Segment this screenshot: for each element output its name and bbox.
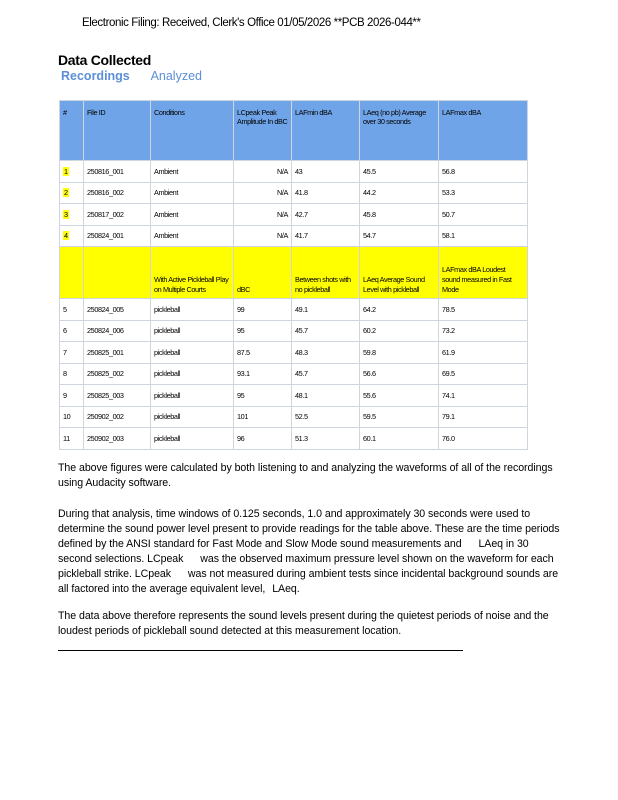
lcpeak-term: LCpeak (147, 553, 184, 565)
cell-num: 11 (60, 428, 84, 450)
cell-laeq: 60.1 (360, 428, 439, 450)
cell-file-id: 250824_001 (84, 225, 151, 247)
cell-laeq: 45.5 (360, 161, 439, 183)
cell-conditions: pickleball (151, 342, 234, 364)
paragraph-conclusion: The data above therefore represents the sound levels present during the quietest periods of noise and the loudest periods of pickleball sound detected at this measurement location. (58, 610, 549, 637)
subheader-laeq: LAeq Average Sound Level with pickleball (360, 247, 439, 299)
cell-lcpeak: 93.1 (234, 363, 292, 385)
laeq-term: LAeq (478, 538, 504, 550)
table-row (60, 225, 528, 247)
cell-laeq: 54.7 (360, 225, 439, 247)
cell-lcpeak: N/A (234, 161, 292, 183)
cell-laeq: 44.2 (360, 182, 439, 204)
cell-lafmin: 52.5 (292, 406, 360, 428)
column-header: LAeq (no pb) Average over 30 seconds (360, 101, 439, 161)
table-row (60, 161, 528, 183)
analysis-text: in 30 second selections. (58, 538, 529, 565)
table-row (60, 204, 528, 226)
subheader-lafmin: Between shots with no pickleball (292, 247, 360, 299)
cell-lcpeak: 95 (234, 320, 292, 342)
cell-file-id: 250825_001 (84, 342, 151, 364)
column-header: # (60, 101, 84, 161)
cell-lafmin: 41.8 (292, 182, 360, 204)
cell-lafmax: 79.1 (439, 406, 528, 428)
tab-recordings[interactable]: Recordings (61, 69, 130, 83)
table-row (60, 363, 528, 385)
table-row (60, 182, 528, 204)
divider-line (58, 650, 463, 651)
view-tabs (61, 69, 220, 83)
cell-laeq: 59.8 (360, 342, 439, 364)
cell-lafmax: 50.7 (439, 204, 528, 226)
cell-num (60, 161, 84, 183)
analysis-text: During that analysis, time windows of 0.125 seconds, 1.0 and approximately 30 seconds were used to determine the sound power level present to provide readings for the table above. These are the time periods defined by the ANSI standard for Fast Mode and Slow Mode sound measurements and (58, 508, 560, 550)
cell-lcpeak: 87.5 (234, 342, 292, 364)
cell-lafmin: 45.7 (292, 363, 360, 385)
analysis-text: was not measured during ambient tests since incidental background sounds are all factored into the average equivalent level, (58, 568, 559, 595)
column-header: LAFmax dBA (439, 101, 528, 161)
subheader-conditions: With Active Pickleball Play on Multiple Courts (151, 247, 234, 299)
cell-num: 10 (60, 406, 84, 428)
cell-num (60, 182, 84, 204)
cell-num: 8 (60, 363, 84, 385)
cell-conditions: pickleball (151, 320, 234, 342)
cell-lafmax: 74.1 (439, 385, 528, 407)
cell-conditions: Ambient (151, 161, 234, 183)
cell-num (60, 225, 84, 247)
cell-lcpeak: 96 (234, 428, 292, 450)
cell-laeq: 55.6 (360, 385, 439, 407)
column-header: LAFmin dBA (292, 101, 360, 161)
table-row (60, 342, 528, 364)
cell-lafmin: 49.1 (292, 299, 360, 321)
cell-lafmin: 48.1 (292, 385, 360, 407)
cell-file-id: 250825_002 (84, 363, 151, 385)
column-header: Conditions (151, 101, 234, 161)
cell-laeq: 59.5 (360, 406, 439, 428)
cell-lafmax: 73.2 (439, 320, 528, 342)
row-number: 2 (64, 188, 68, 198)
paragraph-analysis (58, 507, 563, 597)
tab-analyzed[interactable]: Analyzed (150, 69, 202, 83)
row-number: 4 (64, 231, 68, 241)
cell-lafmax: 56.8 (439, 161, 528, 183)
subheader-lcpeak: dBC (234, 247, 292, 299)
cell-conditions: pickleball (151, 428, 234, 450)
cell-lafmax: 78.5 (439, 299, 528, 321)
cell-conditions: Ambient (151, 182, 234, 204)
cell-lcpeak: 101 (234, 406, 292, 428)
subheader-empty (84, 247, 151, 299)
cell-num: 7 (60, 342, 84, 364)
cell-file-id: 250824_005 (84, 299, 151, 321)
cell-lafmax: 76.0 (439, 428, 528, 450)
cell-file-id: 250816_001 (84, 161, 151, 183)
cell-file-id: 250816_002 (84, 182, 151, 204)
table-header-row (60, 101, 528, 161)
cell-file-id: 250902_002 (84, 406, 151, 428)
cell-lcpeak: N/A (234, 182, 292, 204)
cell-file-id: 250824_006 (84, 320, 151, 342)
table-row (60, 385, 528, 407)
cell-conditions: pickleball (151, 299, 234, 321)
cell-lafmin: 43 (292, 161, 360, 183)
cell-lcpeak: N/A (234, 225, 292, 247)
data-table (59, 100, 528, 450)
cell-laeq: 45.8 (360, 204, 439, 226)
cell-lcpeak: N/A (234, 204, 292, 226)
row-number: 1 (64, 166, 68, 176)
cell-conditions: Ambient (151, 225, 234, 247)
cell-lafmin: 42.7 (292, 204, 360, 226)
table-row (60, 406, 528, 428)
lcpeak-term: LCpeak (134, 568, 171, 580)
cell-laeq: 60.2 (360, 320, 439, 342)
table-row (60, 299, 528, 321)
filing-stamp: Electronic Filing: Received, Clerk's Office 01/05/2026 **PCB 2026-044** (82, 17, 421, 29)
cell-num (60, 204, 84, 226)
cell-conditions: Ambient (151, 204, 234, 226)
analysis-text: was the observed maximum pressure level shown on the waveform for each pickleball strike. (58, 553, 554, 580)
cell-num: 9 (60, 385, 84, 407)
row-number: 3 (64, 209, 68, 219)
table-row (60, 428, 528, 450)
cell-lcpeak: 95 (234, 385, 292, 407)
cell-conditions: pickleball (151, 406, 234, 428)
cell-laeq: 56.6 (360, 363, 439, 385)
column-header: File ID (84, 101, 151, 161)
cell-num: 6 (60, 320, 84, 342)
section-title: Data Collected (58, 52, 152, 68)
cell-lafmax: 69.5 (439, 363, 528, 385)
cell-conditions: pickleball (151, 363, 234, 385)
subheader-empty (60, 247, 84, 299)
paragraph-method: The above figures were calculated by both listening to and analyzing the waveforms of all of the recordings using Audacity software. (58, 462, 553, 489)
cell-lafmax: 61.9 (439, 342, 528, 364)
cell-lafmin: 41.7 (292, 225, 360, 247)
cell-conditions: pickleball (151, 385, 234, 407)
pickleball-subheader-row (60, 247, 528, 299)
cell-lcpeak: 99 (234, 299, 292, 321)
cell-file-id: 250902_003 (84, 428, 151, 450)
column-header: LCpeak Peak Amplitude In dBC (234, 101, 292, 161)
cell-file-id: 250825_003 (84, 385, 151, 407)
table-row (60, 320, 528, 342)
cell-num: 5 (60, 299, 84, 321)
subheader-lafmax: LAFmax dBA Loudest sound measured in Fast Mode (439, 247, 528, 299)
cell-lafmin: 45.7 (292, 320, 360, 342)
cell-laeq: 64.2 (360, 299, 439, 321)
cell-file-id: 250817_002 (84, 204, 151, 226)
cell-lafmax: 58.1 (439, 225, 528, 247)
cell-lafmin: 48.3 (292, 342, 360, 364)
cell-lafmax: 53.3 (439, 182, 528, 204)
cell-lafmin: 51.3 (292, 428, 360, 450)
laeq-term: LAeq. (272, 583, 300, 595)
